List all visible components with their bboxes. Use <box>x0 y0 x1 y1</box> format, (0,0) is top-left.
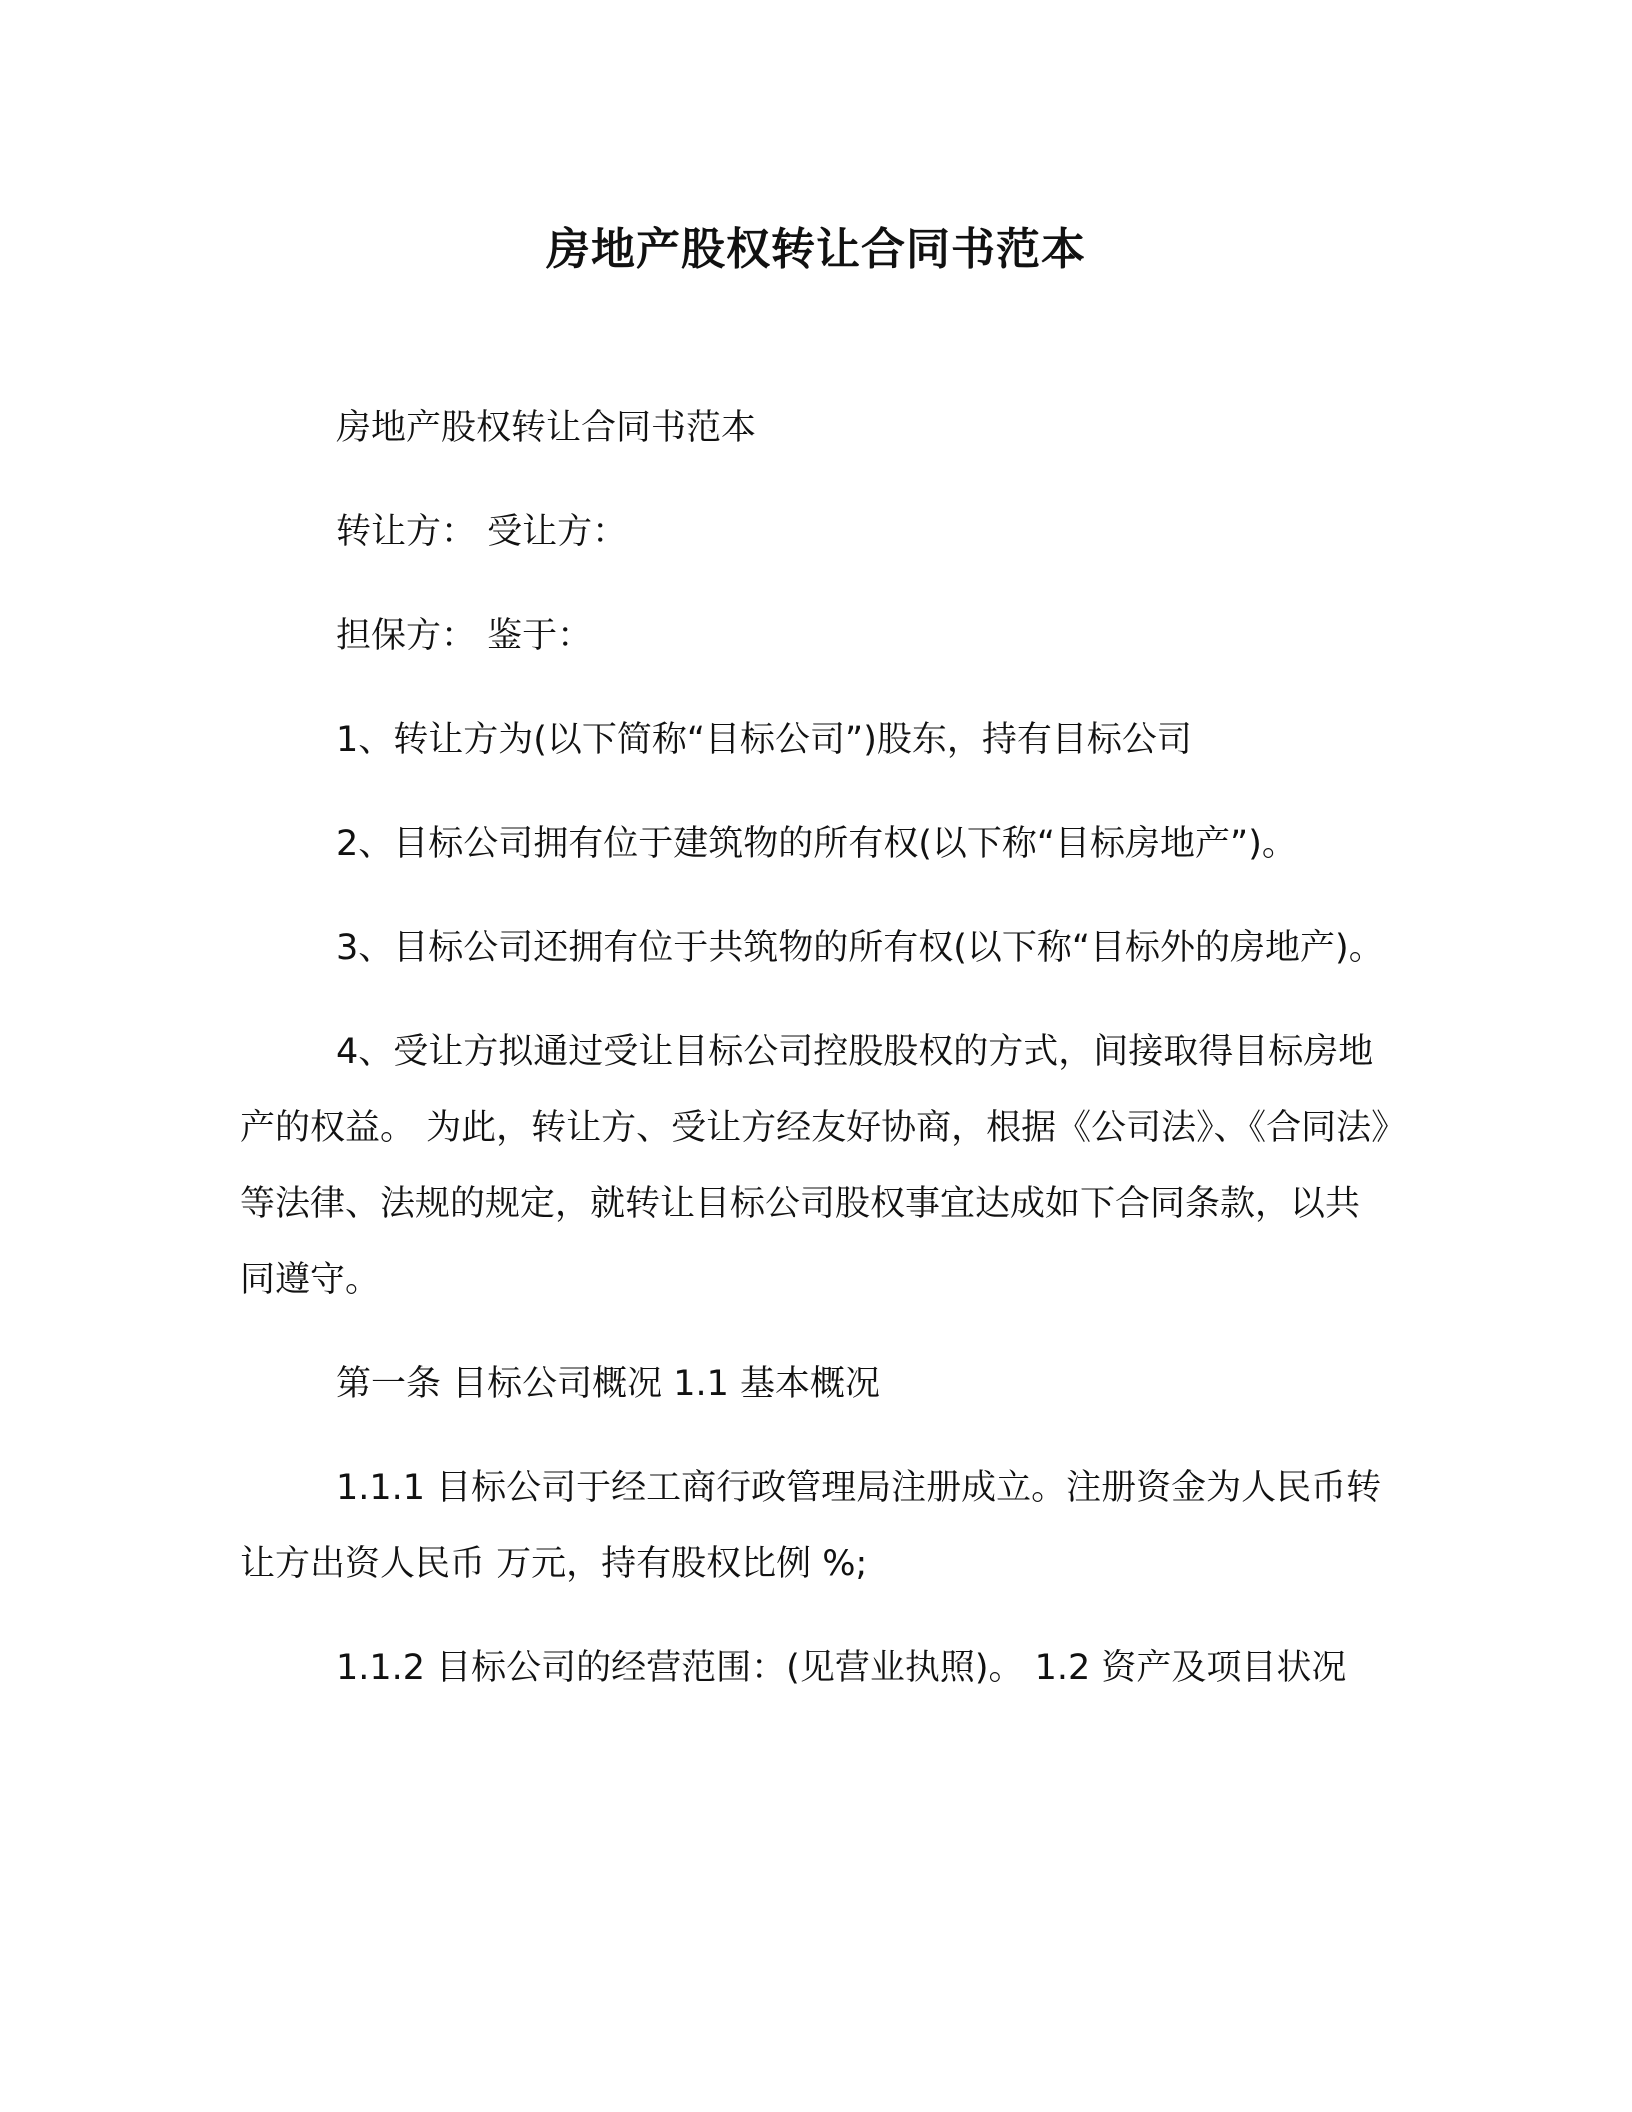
document-body <box>240 390 1390 1734</box>
paragraph-recital-1: 1、转让方为(以下简称“目标公司”)股东，持有目标公司 <box>336 720 1192 760</box>
paragraph-clause-1-1-1: 1.1.1 目标公司于经工商行政管理局注册成立。注册资金为人民币转让方出资人民币 万元，持有股权比例 %; <box>240 1468 1382 1584</box>
paragraph-clause-1-1-2: 1.1.2 目标公司的经营范围：(见营业执照)。 1.2 资产及项目状况 <box>336 1648 1347 1688</box>
paragraph-article-1: 第一条 目标公司概况 1.1 基本概况 <box>336 1364 881 1404</box>
document-title: 房地产股权转让合同书范本 <box>546 224 1086 275</box>
paragraph-parties-transferor-transferee: 转让方： 受让方： <box>336 512 628 552</box>
paragraph-heading: 房地产股权转让合同书范本 <box>336 408 757 448</box>
paragraph-guarantor-whereas: 担保方： 鉴于： <box>336 616 593 656</box>
paragraph-recital-4: 4、受让方拟通过受让目标公司控股股权的方式，间接取得目标房地产的权益。 为此，转让方、受让方经友好协商，根据《公司法》、《合同法》等法律、法规的规定，就转让目标公司股权事宜达成如下合同条款，以共同遵守。 <box>240 1032 1389 1300</box>
paragraph-recital-3: 3、目标公司还拥有位于共筑物的所有权(以下称“目标外的房地产)。 <box>336 928 1384 968</box>
paragraph-recital-2: 2、目标公司拥有位于建筑物的所有权(以下称“目标房地产”)。 <box>336 824 1297 864</box>
